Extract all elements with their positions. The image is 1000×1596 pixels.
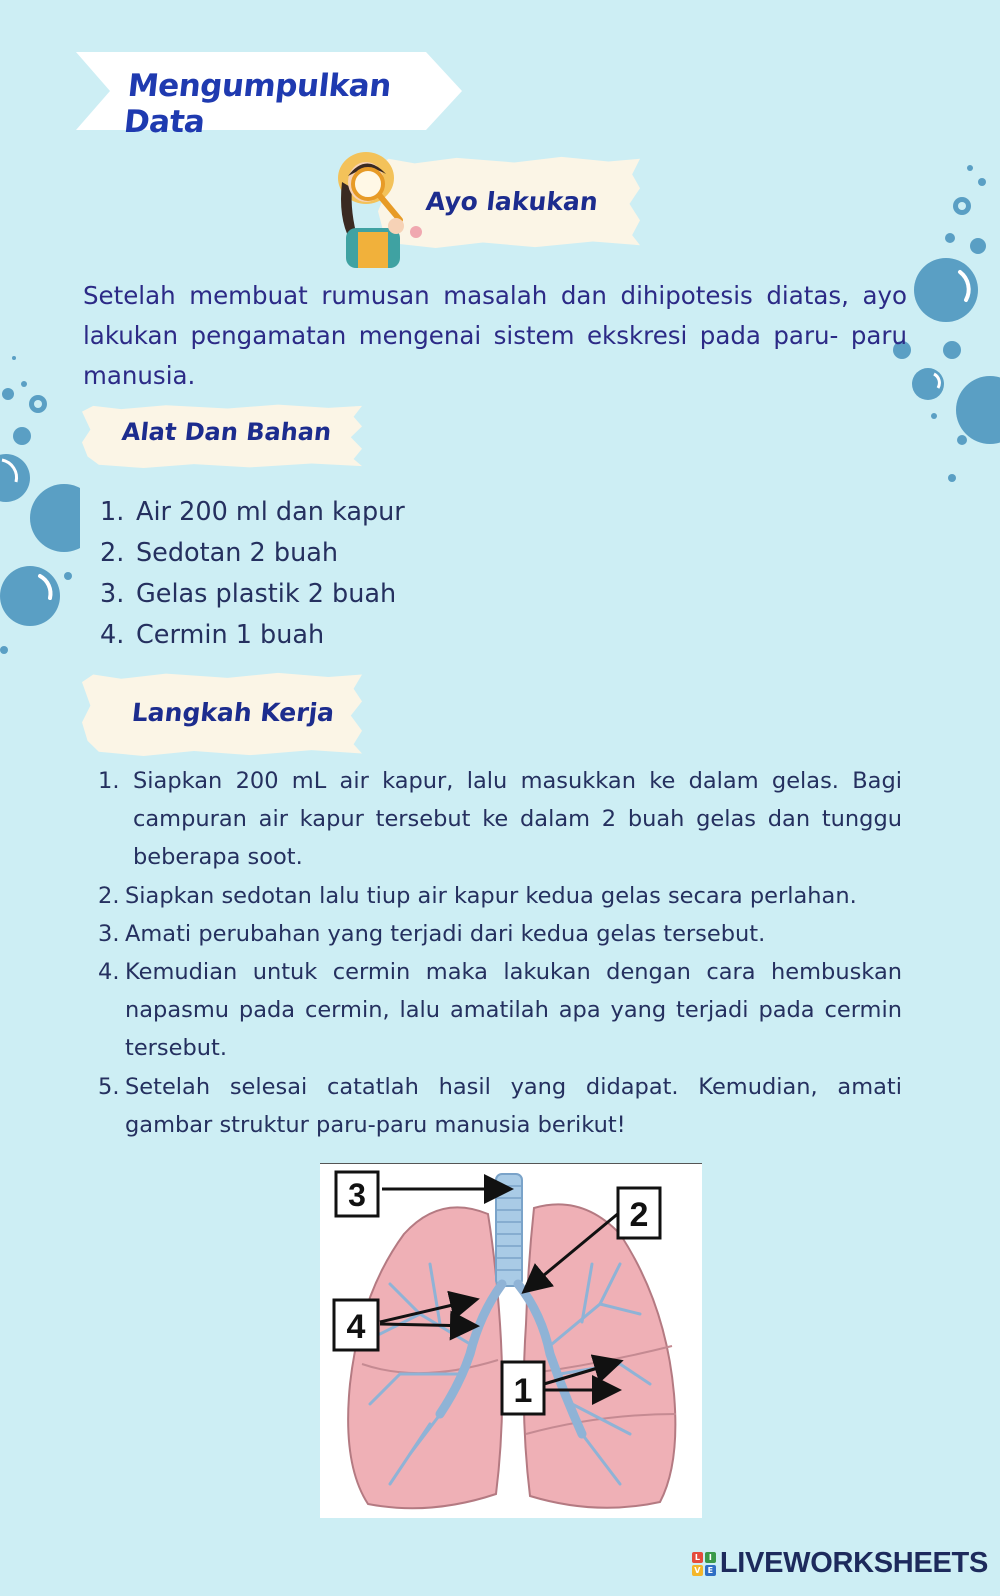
list-item: 3. Gelas plastik 2 buah <box>100 574 405 615</box>
list-item-text: Cermin 1 buah <box>136 620 325 650</box>
list-item-text: Siapkan 200 mL air kapur, lalu masukkan ke dalam gelas. Bagi campuran air kapur tersebut ke dalam 2 buah gelas dan tunggu beberapa soot. <box>133 768 902 871</box>
right-lung <box>348 1207 502 1508</box>
steps-heading: Langkah Kerja <box>130 698 336 727</box>
list-item-number: 3. <box>98 920 120 947</box>
girl-magnifier-illustration <box>330 148 430 272</box>
list-item-number: 1. <box>98 768 120 794</box>
list-item <box>98 953 902 1068</box>
list-item <box>98 877 902 915</box>
label-1: 1 <box>513 1372 533 1410</box>
list-item-text: Setelah selesai catatlah hasil yang didapat. Kemudian, amati gambar struktur paru-paru manusia berikut! <box>125 1073 902 1138</box>
list-item-text: Gelas plastik 2 buah <box>136 579 397 609</box>
list-item: 4. Cermin 1 buah <box>100 615 405 656</box>
list-item-text: Kemudian untuk cermin maka lakukan dengan cara hembuskan napasmu pada cermin, lalu amatilah apa yang terjadi pada cermin tersebut. <box>125 959 902 1062</box>
bubbles-decoration-left <box>0 350 80 680</box>
intro-paragraph: Setelah membuat rumusan masalah dan dihipotesis diatas, ayo lakukan pengamatan mengenai sistem ekskresi pada paru- paru manusia. <box>83 281 907 390</box>
list-item <box>98 915 902 953</box>
activity-label: Ayo lakukan <box>424 187 600 216</box>
list-item-number: 4. <box>98 959 120 986</box>
list-item-text: Air 200 ml dan kapur <box>136 497 405 527</box>
page-title: Mengumpulkan Data <box>122 68 393 140</box>
list-item-number: 2. <box>98 882 120 909</box>
list-item-text: Amati perubahan yang terjadi dari kedua gelas tersebut. <box>125 920 766 947</box>
steps-list <box>98 762 902 1144</box>
label-4: 4 <box>346 1308 366 1346</box>
footer-branding[interactable] <box>692 1547 988 1580</box>
label-2: 2 <box>629 1196 649 1234</box>
list-item-text: Sedotan 2 buah <box>136 538 339 568</box>
trachea <box>496 1174 522 1286</box>
list-item <box>98 762 902 877</box>
liveworksheets-logo-icon: L I V E <box>692 1552 716 1576</box>
header-banner <box>76 52 462 140</box>
materials-list <box>100 492 405 656</box>
lung-illustration <box>320 1164 702 1518</box>
list-item <box>98 1068 902 1144</box>
footer-brand-text: LIVEWORKSHEETS <box>719 1547 988 1579</box>
list-item: 1. Air 200 ml dan kapur <box>100 492 405 533</box>
list-item-text: Siapkan sedotan lalu tiup air kapur kedua gelas secara perlahan. <box>125 882 857 909</box>
materials-heading: Alat Dan Bahan <box>120 418 333 446</box>
list-item: 2. Sedotan 2 buah <box>100 533 405 574</box>
list-item-number: 5. <box>98 1073 120 1100</box>
label-3: 3 <box>348 1177 366 1213</box>
lung-diagram <box>320 1163 702 1518</box>
